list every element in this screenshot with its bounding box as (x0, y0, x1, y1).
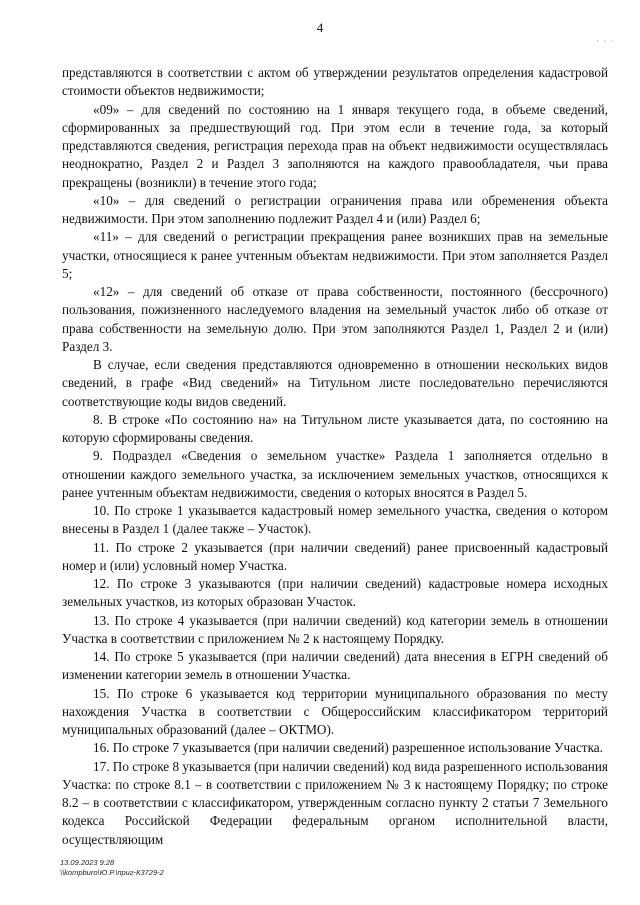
page-number: 4 (316, 20, 324, 35)
paragraph: 16. По строке 7 указывается (при наличии сведений) разрешенное использование Участка. (93, 740, 603, 756)
footer-file-ref: \\kompburo\Ю.Р.\приг-К3729-2 (60, 868, 164, 877)
paragraph: 17. По строке 8 указывается (при наличии сведений) код вида разрешенного использования Участка: по строке 8.1 – в соответствии с приложением № 3 к настоящему Порядку; по строке 8.2 – в соответствии с классификатором, утвержденным согласно пункту 2 статьи 7 Земельного кодекса Российской Федерации федеральным органом исполнительной власти, осуществляющим (62, 758, 608, 847)
body-text (62, 64, 608, 849)
paragraph: представляются в соответствии с актом об утверждении результатов определения кадастровой стоимости объектов недвижимости; (62, 65, 608, 99)
paragraph: 13. По строке 4 указывается (при наличии сведений) код категории земель в отношении Участка в соответствии с приложением № 2 к настоящему Порядку. (62, 612, 608, 646)
paragraph: 11. По строке 2 указывается (при наличии сведений) ранее присвоенный кадастровый номер и (или) условный номер Участка. (62, 539, 608, 573)
document-footer (60, 858, 164, 878)
paragraph: 14. По строке 5 указывается (при наличии сведений) дата внесения в ЕГРН сведений об изменении категории земель в отношении Участка. (62, 649, 608, 683)
paragraph: В случае, если сведения представляются одновременно в отношении нескольких видов сведений, в графе «Вид сведений» на Титульном листе последовательно перечисляются соответствующие коды видов сведений. (62, 357, 608, 409)
paragraph: «12» – для сведений об отказе от права собственности, постоянного (бессрочного) пользования, пожизненного наследуемого владения на земельный участок либо об отказе от права собственности на земельную долю. При этом заполняются Раздел 1, Раздел 2 и (или) Раздел 3. (62, 284, 608, 354)
paragraph: 12. По строке 3 указываются (при наличии сведений) кадастровые номера исходных земельных участков, из которых образован Участок. (62, 576, 608, 610)
paragraph: «09» – для сведений по состоянию на 1 января текущего года, в объеме сведений, сформированных за предшествующий год. При этом если в течение года, за который представляются сведения, регистрация перехода прав на объект недвижимости осуществлялась неоднократно, Раздел 2 и Раздел 3 заполняются на каждого правообладателя, чьи права прекращены (возникли) в течение этого года; (62, 101, 608, 190)
scan-mark: · · · (596, 36, 615, 46)
footer-timestamp: 13.09.2023 9:28 (60, 858, 115, 867)
paragraph: 15. По строке 6 указывается код территории муниципального образования по месту нахождения Участка в соответствии с Общероссийским классификатором территорий муниципальных образований (далее – ОКТМО). (62, 685, 608, 737)
paragraph: 9. Подраздел «Сведения о земельном участке» Раздела 1 заполняется отдельно в отношении каждого земельного участка, за исключением земельных участков, относящихся к ранее учтенным объектам недвижимости, сведения о которых вносятся в Раздел 5. (62, 448, 608, 500)
paragraph: «10» – для сведений о регистрации ограничения права или обременения объекта недвижимости. При этом заполнению подлежит Раздел 4 и (или) Раздел 6; (62, 192, 608, 226)
paragraph: 10. По строке 1 указывается кадастровый номер земельного участка, сведения о котором внесены в Раздел 1 (далее также – Участок). (62, 503, 608, 537)
paragraph: «11» – для сведений о регистрации прекращения ранее возникших прав на земельные участки, относящиеся к ранее учтенным объектам недвижимости. При этом заполняется Раздел 5; (62, 229, 608, 281)
paragraph: 8. В строке «По состоянию на» на Титульном листе указывается дата, по состоянию на которую сформированы сведения. (62, 411, 608, 445)
